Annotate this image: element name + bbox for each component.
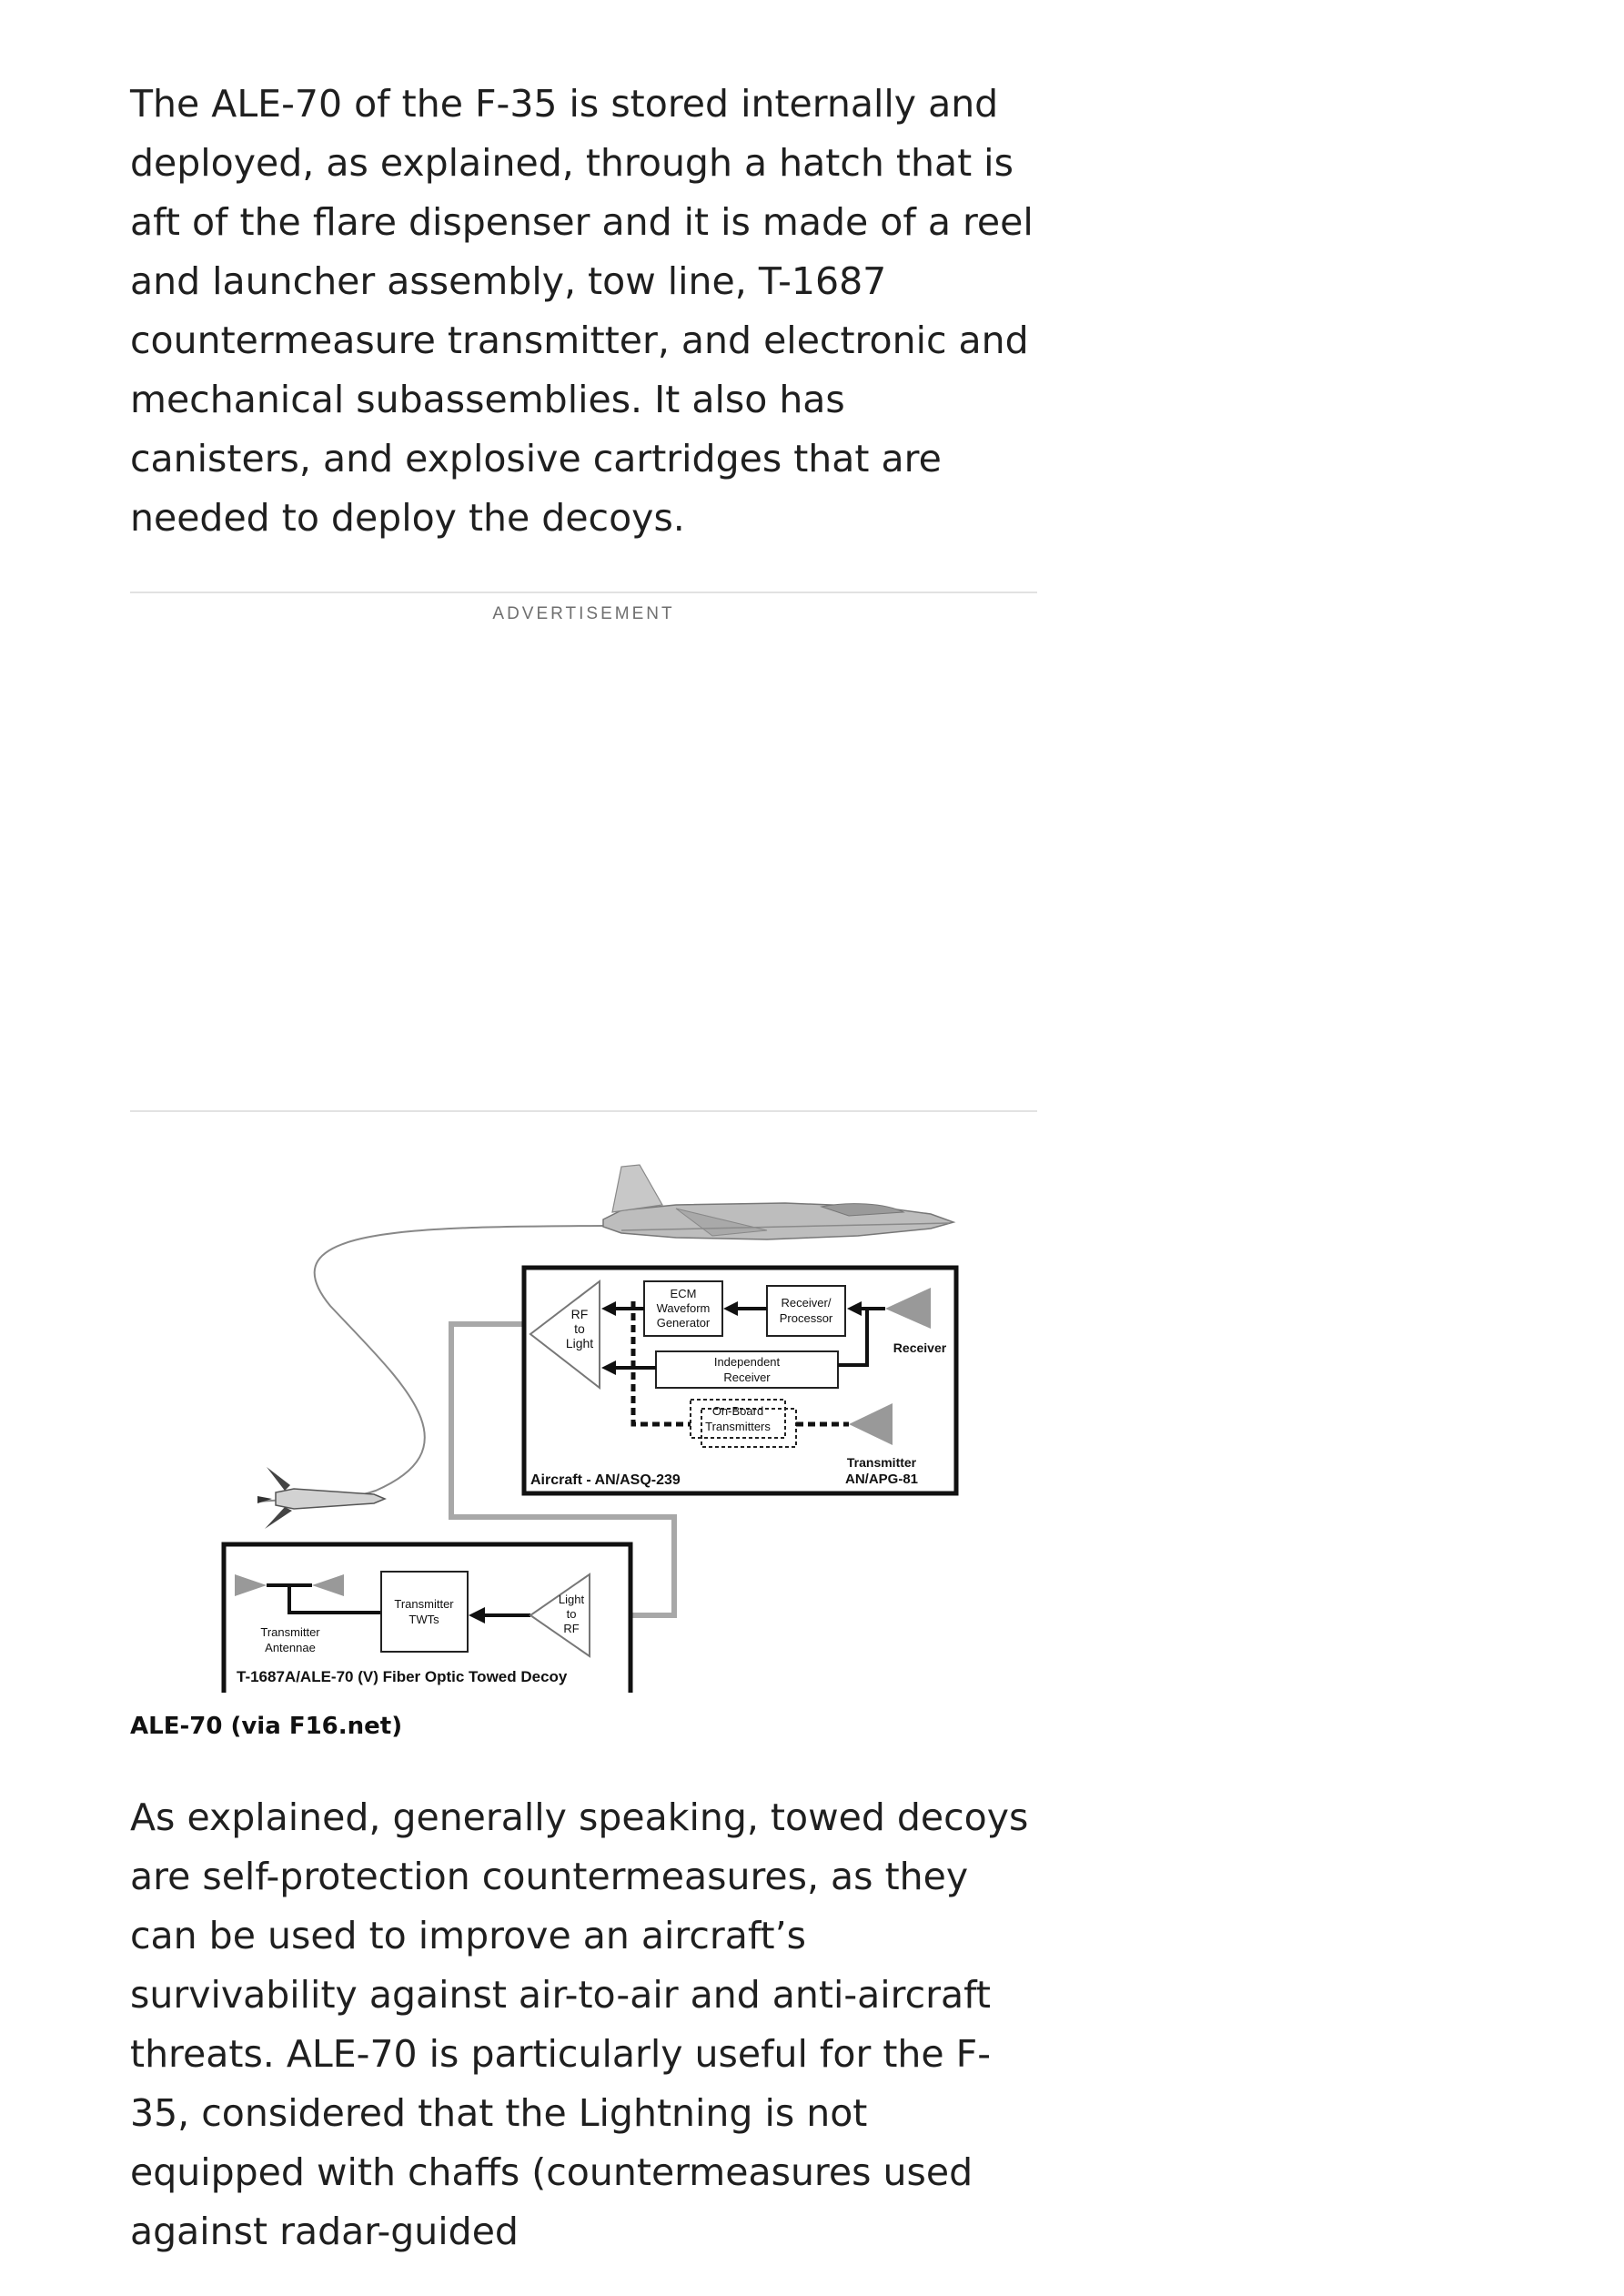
transmitter-twts-block xyxy=(381,1572,468,1652)
aircraft-asq239-label: Aircraft - AN/ASQ-239 xyxy=(530,1472,681,1488)
twts-label-1: Transmitter xyxy=(394,1597,454,1611)
paragraph-2: As explained, generally speaking, towed decoys are self-protection countermeasures, as they can be used to improve an aircraft’s survivability against air-to-air and anti-aircraft threats. ALE-70 is particularly useful for the F-35, considered that the Lightning is not equipped with chaffs (countermeasures used against radar-guided xyxy=(130,1795,1029,2253)
apg81-label: AN/APG-81 xyxy=(844,1472,919,1487)
ale70-diagram xyxy=(130,1147,1037,1693)
rf-to-light-label-3: Light xyxy=(565,1336,594,1350)
light-to-rf-label-1: Light xyxy=(558,1593,585,1606)
rf-to-light-label-2: to xyxy=(574,1321,585,1336)
transmitter-label: Transmitter xyxy=(846,1455,917,1470)
light-to-rf-label-3: RF xyxy=(563,1622,580,1635)
receiver-processor-label-2: Processor xyxy=(779,1311,833,1325)
independent-receiver-label-2: Receiver xyxy=(723,1371,771,1384)
onboard-transmitters-label-2: Transmitters xyxy=(705,1420,771,1433)
f35-aircraft-image xyxy=(603,1165,953,1239)
onboard-transmitters-label-1: On-Board xyxy=(711,1404,764,1418)
ecm-label-3: Generator xyxy=(656,1316,711,1330)
ale70-diagram-figure xyxy=(130,1147,1037,1693)
figure-caption: ALE-70 (via F16.net) xyxy=(130,1713,403,1740)
towed-decoy-image xyxy=(257,1467,385,1529)
advertisement-label: ADVERTISEMENT xyxy=(492,604,675,623)
rf-to-light-label-1: RF xyxy=(570,1307,589,1321)
independent-receiver-label-1: Independent xyxy=(713,1355,781,1369)
receiver-processor-label-1: Receiver/ xyxy=(781,1296,832,1310)
ecm-label-1: ECM xyxy=(670,1287,697,1300)
twts-label-2: TWTs xyxy=(409,1613,439,1626)
decoy-t1687-label: T-1687A/ALE-70 (V) Fiber Optic Towed Decoy xyxy=(237,1668,568,1685)
transmitter-antennae-label-2: Antennae xyxy=(265,1641,316,1654)
light-to-rf-label-2: to xyxy=(566,1607,577,1621)
paragraph-1: The ALE-70 of the F-35 is stored internally and deployed, as explained, through a hatch that is aft of the flare dispenser and it is made of a reel and launcher assembly, tow line, T-1687 countermeasure transmitter, and electronic and mechanical subassemblies. It also has canisters, and explosive cartridges that are needed to deploy the decoys. xyxy=(130,82,1034,540)
transmitter-antennae-label-1: Transmitter xyxy=(260,1625,320,1639)
receiver-label: Receiver xyxy=(893,1340,947,1355)
advertisement-slot[interactable] xyxy=(130,592,1037,1112)
ecm-label-2: Waveform xyxy=(656,1301,711,1315)
